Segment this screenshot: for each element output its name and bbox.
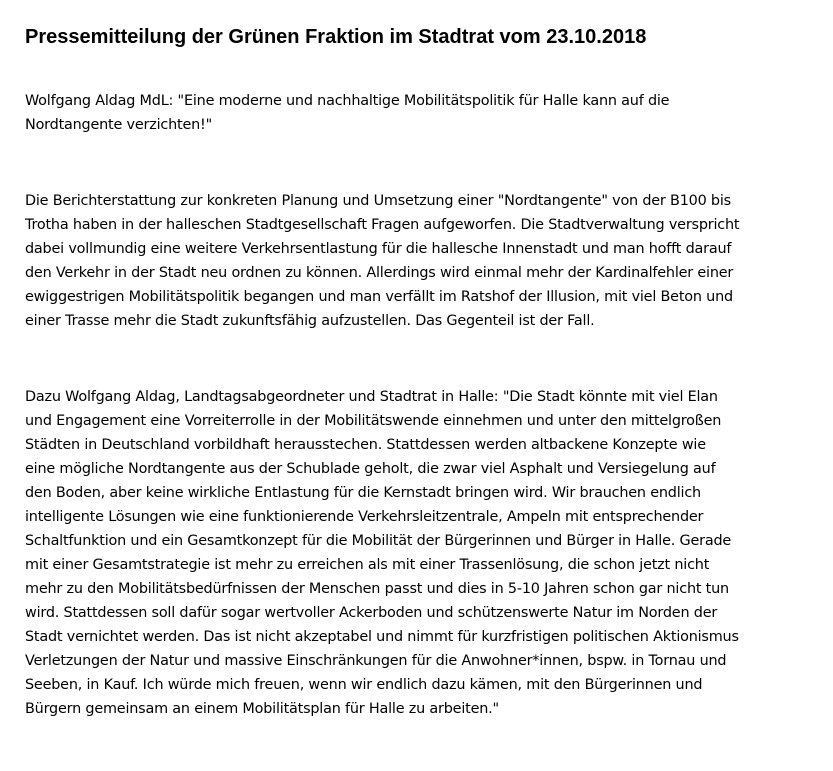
text-line: und Engagement eine Vorreiterrolle in der Mobilitätswende einnehmen und unter den mittelgroßen [25, 413, 722, 429]
text-line: Nordtangente verzichten!" [25, 117, 213, 133]
text-line: Dazu Wolfgang Aldag, Landtagsabgeordneter und Stadtrat in Halle: "Die Stadt könnte mit viel Elan [25, 389, 718, 405]
text-line: eine mögliche Nordtangente aus der Schublade geholt, die zwar viel Asphalt und Versiegelung auf [25, 461, 716, 477]
text-line: Verletzungen der Natur und massive Einschränkungen für die Anwohner*innen, bspw. in Tornau und [25, 653, 727, 669]
text-line: Bürgern gemeinsam an einem Mobilitätsplan für Halle zu arbeiten." [25, 701, 499, 717]
text-line: einer Trasse mehr die Stadt zukunftsfähig aufzustellen. Das Gegenteil ist der Fall. [25, 313, 595, 329]
document-title: Pressemitteilung der Grünen Fraktion im Stadtrat vom 23.10.2018 [25, 26, 647, 48]
text-line: Schaltfunktion und ein Gesamtkonzept für die Mobilität der Bürgerinnen und Bürger in Halle. Gerade [25, 533, 732, 549]
text-line: Städten in Deutschland vorbildhaft herausstechen. Stattdessen werden altbackene Konzepte wie [25, 437, 706, 453]
text-line: Stadt vernichtet werden. Das ist nicht akzeptabel und nimmt für kurzfristigen politischen Aktionismus [25, 629, 739, 645]
text-line: intelligente Lösungen wie eine funktionierende Verkehrsleitzentrale, Ampeln mit entsprechender [25, 509, 704, 525]
paragraph-statement [25, 385, 815, 721]
text-line: den Verkehr in der Stadt neu ordnen zu können. Allerdings wird einmal mehr der Kardinalfehler einer [25, 265, 734, 281]
text-line: dabei vollmundig eine weitere Verkehrsentlastung für die hallesche Innenstadt und man hofft darauf [25, 241, 732, 257]
text-line: den Boden, aber keine wirkliche Entlastung für die Kernstadt bringen wird. Wir brauchen endlich [25, 485, 701, 501]
text-line: mit einer Gesamtstrategie ist mehr zu erreichen als mit einer Trassenlösung, die schon jetzt nicht [25, 557, 710, 573]
text-line: ewiggestrigen Mobilitätspolitik begangen und man verfällt im Ratshof der Illusion, mit viel Beton und [25, 289, 733, 305]
paragraph-quote-heading [25, 89, 815, 137]
text-line: Trotha haben in der halleschen Stadtgesellschaft Fragen aufgeworfen. Die Stadtverwaltung verspricht [25, 217, 740, 233]
text-line: wird. Stattdessen soll dafür sogar wertvoller Ackerboden und schützenswerte Natur im Norden der [25, 605, 718, 621]
paragraph-intro [25, 189, 815, 333]
text-line: Die Berichterstattung zur konkreten Planung und Umsetzung einer "Nordtangente" von der B100 bis [25, 193, 731, 209]
text-line: mehr zu den Mobilitätsbedürfnissen der Menschen passt und dies in 5-10 Jahren schon gar nicht tun [25, 581, 729, 597]
text-line: Seeben, in Kauf. Ich würde mich freuen, wenn wir endlich dazu kämen, mit den Bürgerinnen und [25, 677, 703, 693]
text-line: Wolfgang Aldag MdL: "Eine moderne und nachhaltige Mobilitätspolitik für Halle kann auf die [25, 93, 670, 109]
